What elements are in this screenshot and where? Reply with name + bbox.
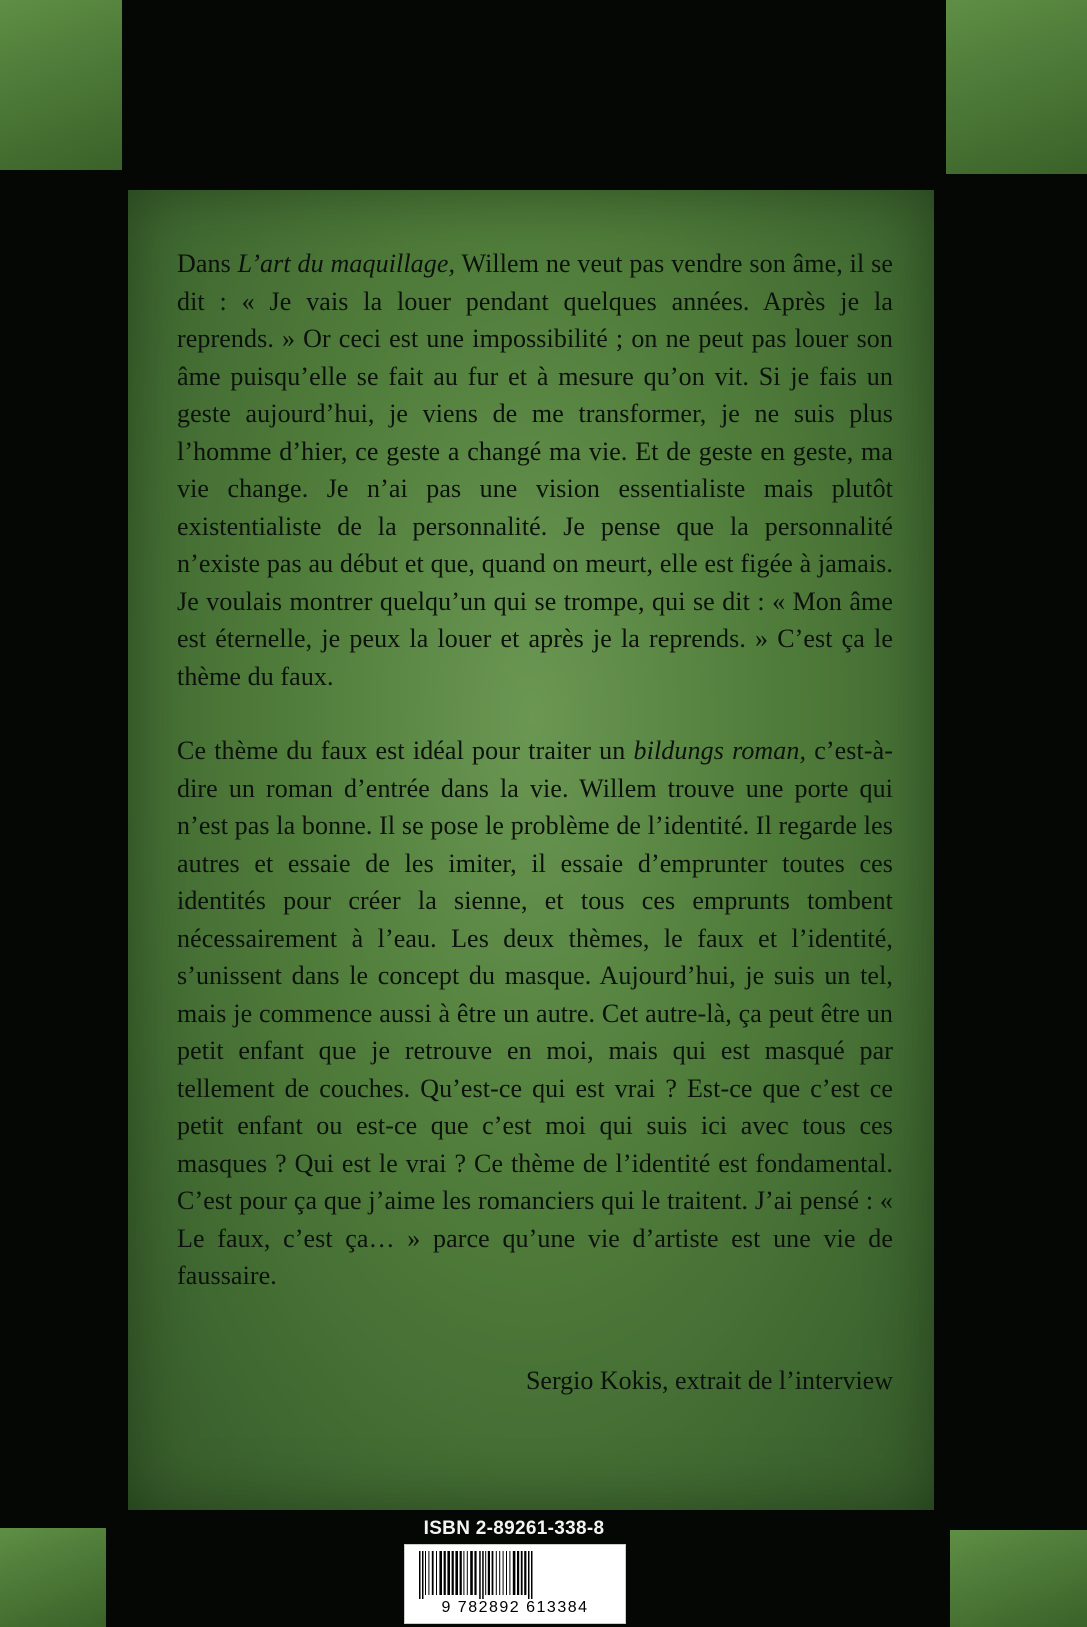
barcode bbox=[404, 1544, 626, 1624]
barcode-bar bbox=[482, 1551, 484, 1599]
barcode-bar bbox=[425, 1551, 426, 1595]
barcode-bar bbox=[492, 1551, 494, 1595]
paragraph-2: Ce thème du faux est idéal pour traiter un bildungs roman, c’est-à-dire un roman d’entrée dans la vie. Willem trouve une porte qui n’est pas la bonne. Il se pose le problème de l’identité. Il regarde les autres et essaie de les imiter, il essaie d’emprunter toutes ces identités pour créer la sienne, et tous ces emprunts tombent nécessairement à l’eau. Les deux thèmes, le faux et l’identité, s’unissent dans le concept du masque. Aujourd’hui, je suis un tel, mais je commence aussi à être un autre. Cet autre-là, ça peut être un petit enfant que je retrouve en moi, mais qui est masqué par tellement de couches. Qu’est-ce qui est vrai ? Est-ce que c’est ce petit enfant ou est-ce que c’est moi qui suis ici avec tous ces masques ? Qui est le vrai ? Ce thème de l’identité est fondamental. C’est pour ça que j’aime les romanciers qui le traitent. J’ai pensé : « Le faux, c’est ça… » parce qu’une vie d’artiste est une vie de faussaire. bbox=[177, 736, 894, 1290]
barcode-bar bbox=[474, 1551, 476, 1595]
green-corner-bottom-right bbox=[950, 1530, 1087, 1627]
barcode-bar bbox=[528, 1551, 530, 1599]
barcode-bar bbox=[467, 1551, 468, 1595]
barcode-bar bbox=[422, 1551, 424, 1599]
green-corner-top-left bbox=[0, 0, 122, 170]
barcode-bar bbox=[444, 1551, 446, 1595]
barcode-digits: 9 782892 613384 bbox=[441, 1599, 589, 1616]
barcode-bar bbox=[517, 1551, 519, 1595]
barcode-bar bbox=[488, 1551, 490, 1595]
barcode-bar bbox=[436, 1551, 437, 1595]
barcode-bar bbox=[479, 1551, 481, 1599]
green-corner-bottom-left bbox=[0, 1528, 106, 1627]
barcode-bar bbox=[521, 1551, 523, 1595]
paragraph-1: Dans L’art du maquillage, Willem ne veut pas vendre son âme, il se dit : « Je vais la louer pendant quelques années. Après je la reprends. » Or ceci est une impossibilité ; on ne peut pas louer son âme puisqu’elle se fait au fur et à mesure qu’on vit. Si je fais un geste aujourd’hui, je viens de me transformer, je ne suis plus l’homme d’hier, ce geste a changé ma vie. Et de geste en geste, ma vie change. Je n’ai pas une vision essentialiste mais plutôt existentialiste de la personnalité. Je pense que la personnalité n’existe pas au début et que, quand on meurt, elle est figée à jamais. Je voulais montrer quelqu’un qui se trompe, qui se dit : « Mon âme est éternelle, je peux la louer et après je la reprends. » C’est ça le thème du faux. bbox=[177, 249, 894, 691]
barcode-bar bbox=[432, 1551, 434, 1595]
barcode-bar bbox=[455, 1551, 458, 1595]
barcode-bar bbox=[506, 1551, 507, 1595]
attribution: Sergio Kokis, extrait de l’interview bbox=[525, 1366, 893, 1395]
barcode-bar bbox=[439, 1551, 442, 1595]
barcode-bar bbox=[531, 1551, 533, 1599]
barcode-bar bbox=[460, 1551, 462, 1595]
barcode-bar bbox=[509, 1551, 510, 1595]
barcode-bar bbox=[496, 1551, 497, 1595]
isbn-area bbox=[404, 1517, 636, 1625]
back-cover-text bbox=[177, 245, 893, 1295]
barcode-bar bbox=[463, 1551, 464, 1595]
barcode-bar bbox=[447, 1551, 450, 1595]
barcode-bar bbox=[428, 1551, 429, 1595]
barcode-bar bbox=[524, 1551, 526, 1595]
isbn-label: ISBN 2-89261-338-8 bbox=[423, 1518, 605, 1539]
barcode-bar bbox=[470, 1551, 473, 1595]
barcode-bars bbox=[417, 1551, 613, 1599]
bildungs-roman-term: bildungs roman, bbox=[633, 736, 807, 765]
barcode-bar bbox=[503, 1551, 504, 1595]
barcode-bar bbox=[513, 1551, 516, 1595]
green-corner-top-right bbox=[946, 0, 1087, 174]
book-title: L’art du maquillage, bbox=[237, 249, 456, 278]
barcode-bar bbox=[419, 1551, 421, 1599]
barcode-bar bbox=[452, 1551, 454, 1595]
barcode-bar bbox=[499, 1551, 500, 1595]
barcode-bar bbox=[485, 1551, 486, 1595]
